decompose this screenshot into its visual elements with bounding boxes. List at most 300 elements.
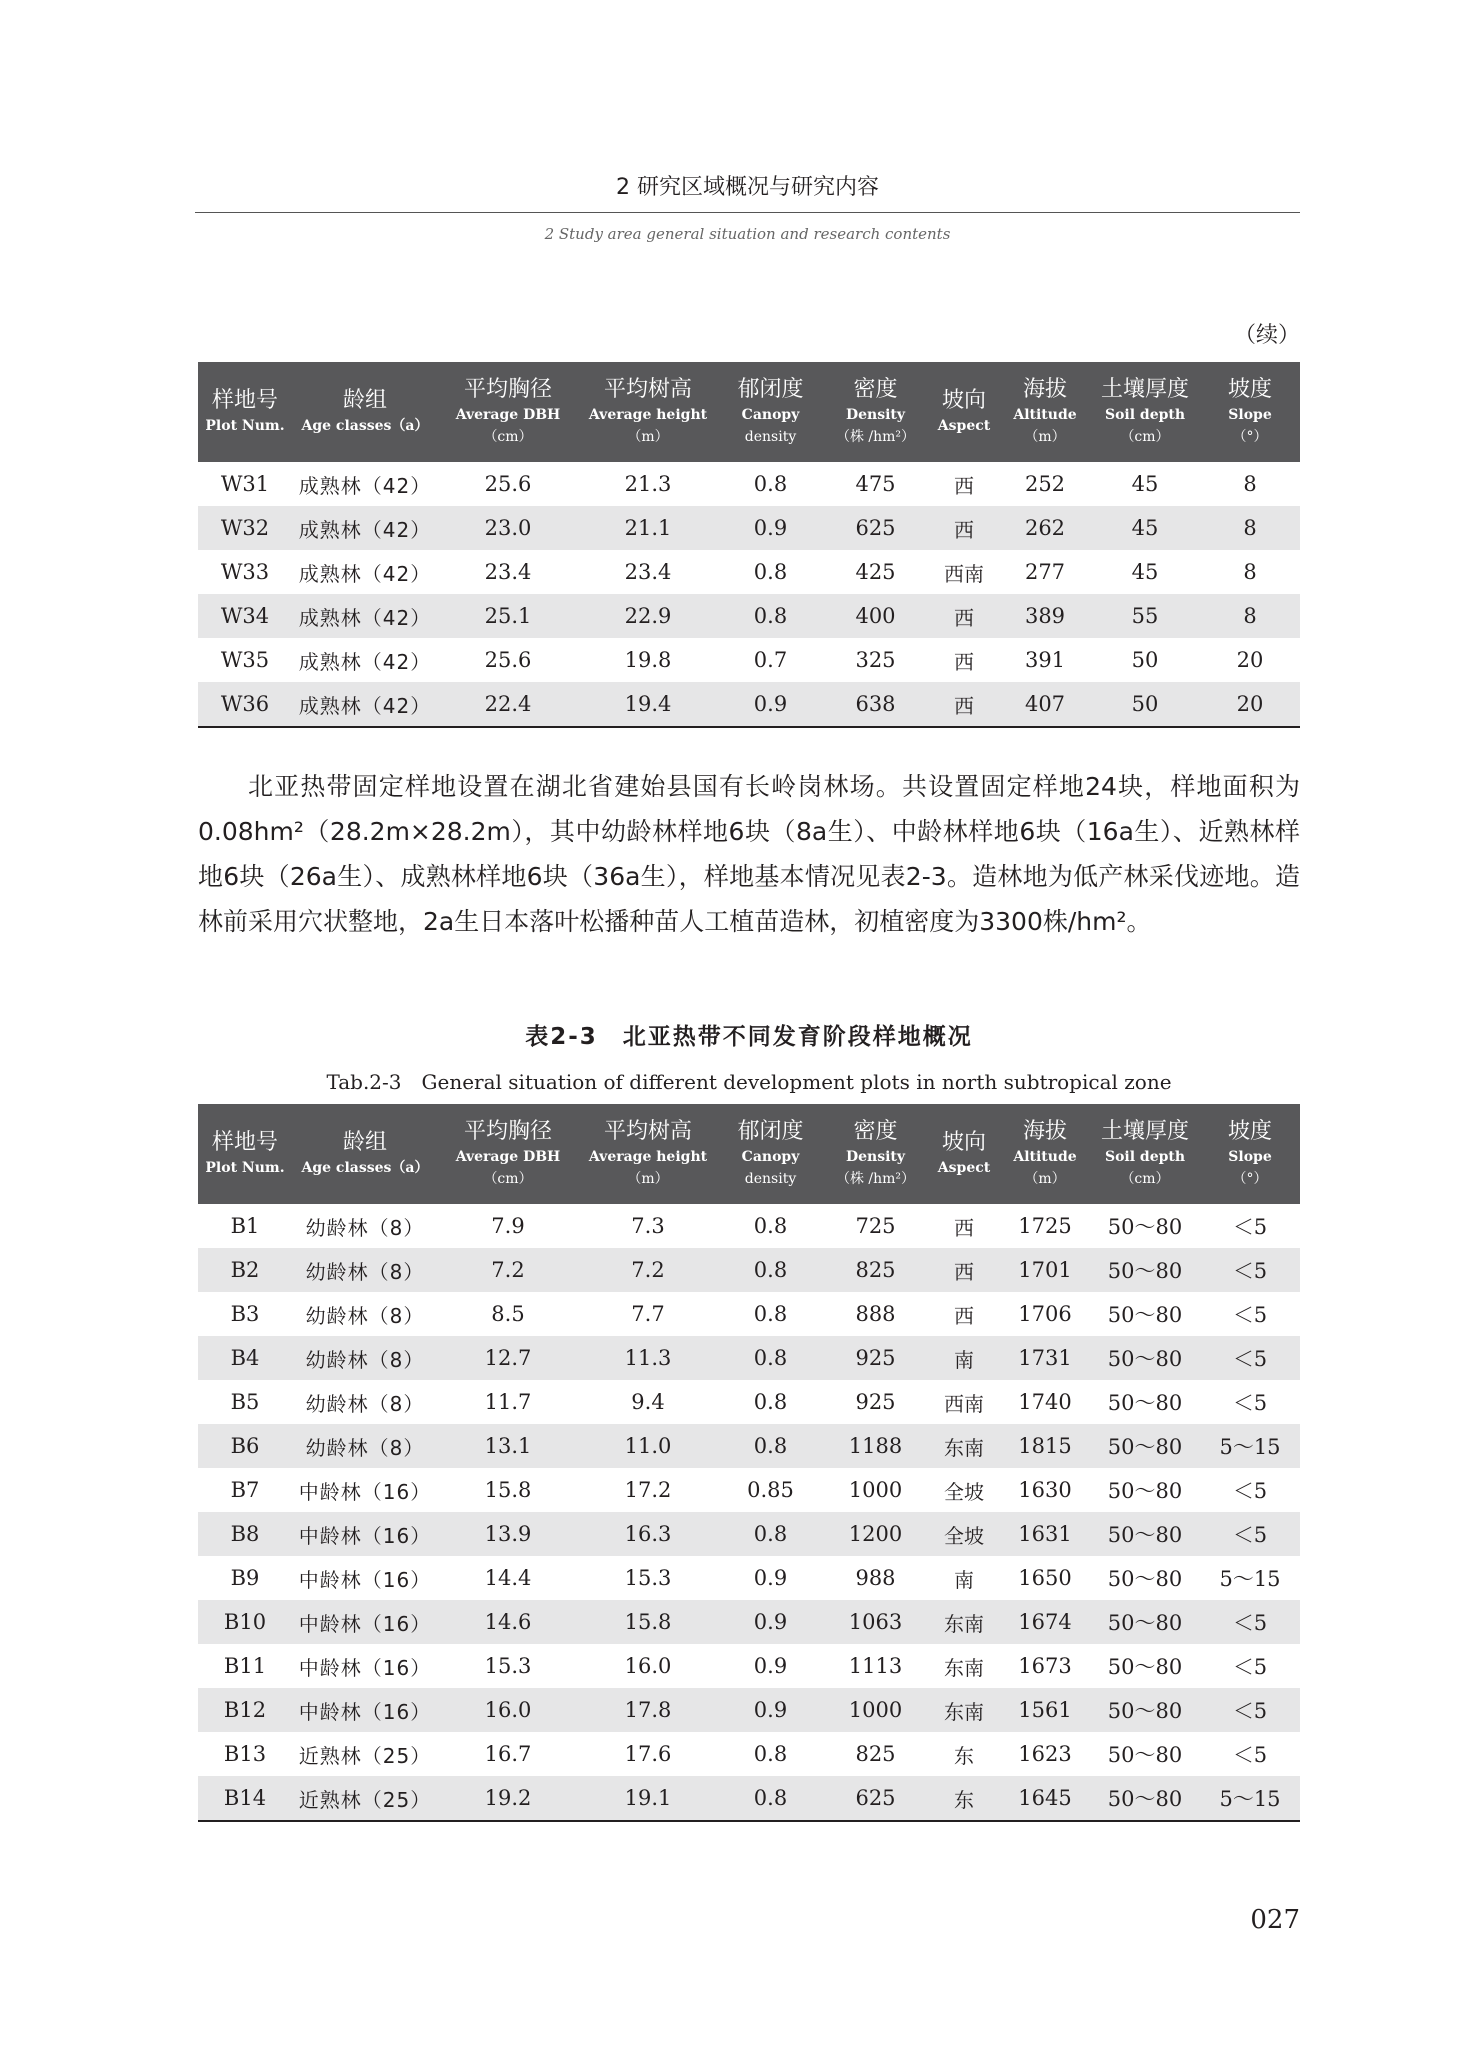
- table-cell: 50: [1131, 648, 1159, 672]
- table-cell: 1731: [1000, 1336, 1090, 1380]
- table-cell: 1000: [848, 1478, 903, 1502]
- table-cell: 0.8: [753, 560, 788, 584]
- table-cell: ＜5: [1232, 1303, 1268, 1327]
- table-row: [198, 1644, 1300, 1688]
- column-header-en: Soil depth: [1104, 1149, 1186, 1165]
- column-header: [438, 362, 578, 462]
- column-header-cn: 坡向: [941, 388, 986, 413]
- table-cell: 17.2: [624, 1478, 672, 1502]
- column-header-cn: 平均树高: [603, 377, 692, 402]
- table-cell: 中龄林（16）: [298, 1655, 432, 1680]
- table-cell: 1631: [1000, 1512, 1090, 1556]
- table-cell: 西南: [944, 1391, 984, 1416]
- table-cell: 45: [1131, 472, 1159, 496]
- column-header: [1000, 1104, 1090, 1204]
- table-body: [198, 462, 1300, 727]
- table-cell: 825: [855, 1742, 896, 1766]
- table-row: [198, 550, 1300, 594]
- table-cell: 0.7: [753, 648, 788, 672]
- table-cell: 50～80: [1090, 1424, 1200, 1468]
- column-header-en: Canopy: [741, 407, 800, 423]
- table-cell: 55: [1090, 594, 1200, 638]
- column-header-en: Plot Num.: [205, 418, 285, 434]
- table-cell: B10: [198, 1600, 292, 1644]
- table-cell: 1740: [1018, 1390, 1072, 1414]
- table-cell: W33: [220, 560, 270, 584]
- table-cell: 0.8: [718, 594, 823, 638]
- column-header-cn: 样地号: [211, 1130, 278, 1155]
- table-cell: 幼龄林（8）: [292, 1248, 438, 1292]
- table-cell: 南: [954, 1567, 974, 1592]
- table-cell: 东南: [928, 1424, 1000, 1468]
- table-cell: 1701: [1000, 1248, 1090, 1292]
- table-cell: ＜5: [1200, 1336, 1300, 1380]
- table-cell: 825: [823, 1248, 928, 1292]
- table-north-subtropical-plots: [198, 1104, 1300, 1822]
- table-cell: ＜5: [1232, 1743, 1268, 1767]
- table-cell: 0.9: [753, 1566, 788, 1590]
- table-row: [198, 1380, 1300, 1424]
- table-cell: 中龄林（16）: [292, 1512, 438, 1556]
- table-cell: 50～80: [1107, 1215, 1183, 1239]
- table-cell: ＜5: [1200, 1600, 1300, 1644]
- column-header-unit: （m）: [1024, 1171, 1066, 1187]
- column-header: [1090, 362, 1200, 462]
- table-cell: 20: [1236, 648, 1264, 672]
- table-cell: 988: [855, 1566, 896, 1590]
- table-cell: ＜5: [1200, 1688, 1300, 1732]
- table-cell: 西: [928, 682, 1000, 727]
- table-cell: 幼龄林（8）: [305, 1215, 425, 1240]
- table-row: [198, 638, 1300, 682]
- table-cell: 东南: [944, 1655, 984, 1680]
- table-cell: 50～80: [1107, 1655, 1183, 1679]
- column-header-unit: （cm）: [1120, 1171, 1170, 1187]
- table-cell: 成熟林（42）: [292, 506, 438, 550]
- paragraph-text: 北亚热带固定样地设置在湖北省建始县国有长岭岗林场。共设置固定样地24块，样地面积为0.08hm²（28.2m×28.2m），其中幼龄林样地6块（8a生）、中龄林样地6块（16a生）、近熟林样地6块（26a生）、成熟林样地6块（36a生），样地基本情况见表2-3。造林地为低产林采伐迹地。造林前采用穴状整地，2a生日本落叶松播种苗人工植苗造林，初植密度为3300株/hm²。: [198, 772, 1300, 936]
- table-cell: 1561: [1000, 1688, 1090, 1732]
- column-header: [823, 362, 928, 462]
- column-header-en: Plot Num.: [205, 1160, 285, 1176]
- column-header: [823, 1104, 928, 1204]
- column-header-en: Slope: [1228, 1149, 1272, 1165]
- table-cell: 475: [855, 472, 896, 496]
- table-cell: ＜5: [1232, 1479, 1268, 1503]
- table-cell: 成熟林（42）: [298, 473, 432, 498]
- table-cell: W34: [198, 594, 292, 638]
- table-cell: B9: [230, 1566, 260, 1590]
- table-cell: 25.1: [438, 594, 578, 638]
- table-cell: 16.3: [578, 1512, 718, 1556]
- header-chapter-title-en: 2 Study area general situation and research contents: [544, 225, 951, 243]
- table-cell: B14: [198, 1776, 292, 1821]
- table-row: [198, 682, 1300, 727]
- column-header: [1090, 1104, 1200, 1204]
- column-header-unit: （m）: [1024, 429, 1066, 445]
- table-cell: 7.3: [631, 1214, 665, 1238]
- table-cell: 1630: [1018, 1478, 1072, 1502]
- table-header-row: [198, 1104, 1300, 1204]
- table-row: [198, 1776, 1300, 1821]
- column-header-cn: 密度: [853, 377, 898, 402]
- table-cell: 中龄林（16）: [298, 1567, 432, 1592]
- table-cell: 0.9: [718, 506, 823, 550]
- table-cell: 0.9: [753, 1654, 788, 1678]
- column-header: [1200, 1104, 1300, 1204]
- table-cell: 0.8: [718, 1776, 823, 1821]
- table-cell: 50～80: [1107, 1391, 1183, 1415]
- table-cell: 1706: [1018, 1302, 1072, 1326]
- table-row: [198, 1512, 1300, 1556]
- table-cell: 8: [1200, 594, 1300, 638]
- column-header-cn: 平均胸径: [463, 1119, 552, 1144]
- table-cell: 50～80: [1090, 1512, 1200, 1556]
- table-cell: 0.8: [753, 472, 788, 496]
- table-cell: 1200: [823, 1512, 928, 1556]
- table-cell: B1: [230, 1214, 260, 1238]
- table-cell: 幼龄林（8）: [292, 1336, 438, 1380]
- table-row: [198, 1600, 1300, 1644]
- table-cell: 50～80: [1107, 1743, 1183, 1767]
- table-cell: B7: [230, 1478, 260, 1502]
- table-cell: 19.1: [578, 1776, 718, 1821]
- table-cell: ＜5: [1232, 1215, 1268, 1239]
- table-cell: B3: [230, 1302, 260, 1326]
- column-header-en: Density: [845, 1149, 906, 1165]
- column-header: [928, 362, 1000, 462]
- table-row: [198, 1468, 1300, 1512]
- header-rule: [195, 212, 1300, 213]
- column-header-en: Age classes（a）: [301, 418, 429, 434]
- table-cell: 西: [954, 1215, 974, 1240]
- table-cell: 45: [1131, 560, 1159, 584]
- column-header-en: Average DBH: [455, 407, 561, 423]
- column-header: [292, 362, 438, 462]
- table-cell: 1000: [823, 1688, 928, 1732]
- table-cell: 11.0: [578, 1424, 718, 1468]
- table-cell: 22.9: [578, 594, 718, 638]
- table-cell: 中龄林（16）: [298, 1479, 432, 1504]
- table-cell: 1673: [1018, 1654, 1072, 1678]
- table-cell: 925: [823, 1336, 928, 1380]
- table-cell: B13: [223, 1742, 267, 1766]
- body-paragraph: [198, 764, 1300, 944]
- table-cell: 262: [1000, 506, 1090, 550]
- table-cell: 1815: [1000, 1424, 1090, 1468]
- column-header-unit: （株 /hm²）: [835, 429, 916, 445]
- table-cell: 东南: [928, 1600, 1000, 1644]
- table-cell: 425: [855, 560, 896, 584]
- table-cell: 1623: [1018, 1742, 1072, 1766]
- column-header-cn: 郁闭度: [737, 1119, 804, 1144]
- table-cell: ＜5: [1232, 1391, 1268, 1415]
- column-header-cn: 土壤厚度: [1100, 1119, 1189, 1144]
- table-cell: 50～80: [1090, 1600, 1200, 1644]
- table-cell: 1113: [848, 1654, 903, 1678]
- table-cell: 7.9: [491, 1214, 525, 1238]
- table-cell: 1650: [1018, 1566, 1072, 1590]
- column-header-cn: 龄组: [342, 388, 387, 413]
- table-cell: 50: [1090, 682, 1200, 727]
- column-header-en: Age classes（a）: [301, 1160, 429, 1176]
- table-cell: 7.2: [438, 1248, 578, 1292]
- table-cell: 19.2: [438, 1776, 578, 1821]
- column-header: [1200, 362, 1300, 462]
- table-cell: 东: [954, 1743, 974, 1768]
- column-header: [718, 362, 823, 462]
- column-header-cn: 郁闭度: [737, 377, 804, 402]
- table-cell: 中龄林（16）: [292, 1688, 438, 1732]
- table-cell: 400: [823, 594, 928, 638]
- column-header-en: Average DBH: [455, 1149, 561, 1165]
- column-header-cn: 海拔: [1022, 377, 1067, 402]
- table-cell: 11.3: [578, 1336, 718, 1380]
- column-header-cn: 样地号: [211, 388, 278, 413]
- table-cell: 25.6: [484, 472, 532, 496]
- table-cell: 西: [928, 594, 1000, 638]
- table-row: [198, 1292, 1300, 1336]
- table-cell: 0.8: [718, 1248, 823, 1292]
- table-cell: B6: [198, 1424, 292, 1468]
- table-cell: 19.4: [578, 682, 718, 727]
- column-header-unit: （株 /hm²）: [835, 1171, 916, 1187]
- table-cell: 0.85: [747, 1478, 794, 1502]
- table-cell: B5: [230, 1390, 260, 1414]
- table-row: [198, 1336, 1300, 1380]
- table-cell: 9.4: [631, 1390, 665, 1414]
- table-cell: 西: [954, 649, 974, 674]
- table-cell: 0.9: [718, 1688, 823, 1732]
- table-cell: 50～80: [1090, 1248, 1200, 1292]
- table-cell: 625: [823, 506, 928, 550]
- table-cell: 50～80: [1090, 1776, 1200, 1821]
- table-row: [198, 1556, 1300, 1600]
- column-header-unit: （°）: [1232, 429, 1268, 445]
- table-cell: 252: [1024, 472, 1066, 496]
- table-cell: 5～15: [1200, 1776, 1300, 1821]
- column-header-unit: （m）: [627, 429, 669, 445]
- table-caption-cn: 表2-3 北亚热带不同发育阶段样地概况: [525, 1024, 973, 1050]
- column-header: [438, 1104, 578, 1204]
- table-cell: 近熟林（25）: [298, 1743, 432, 1768]
- table-cell: 8: [1243, 560, 1257, 584]
- table-cell: 7.2: [578, 1248, 718, 1292]
- table-row: [198, 1688, 1300, 1732]
- column-header-cn: 土壤厚度: [1100, 377, 1189, 402]
- table-cell: 13.1: [438, 1424, 578, 1468]
- table-cell: 14.4: [484, 1566, 532, 1590]
- table-cell: 19.8: [624, 648, 672, 672]
- table-cell: 0.8: [718, 1424, 823, 1468]
- continued-label: （续）: [1233, 323, 1300, 348]
- table-cell: 20: [1200, 682, 1300, 727]
- table-cell: 50～80: [1090, 1688, 1200, 1732]
- table-cell: 1063: [823, 1600, 928, 1644]
- column-header: [578, 362, 718, 462]
- table-cell: 13.9: [438, 1512, 578, 1556]
- column-header-unit: density: [744, 1171, 797, 1187]
- table-cell: B11: [223, 1654, 267, 1678]
- column-header: [718, 1104, 823, 1204]
- table-cell: 5～15: [1200, 1424, 1300, 1468]
- column-header-en: Average height: [588, 1149, 708, 1165]
- table-cell: 1645: [1000, 1776, 1090, 1821]
- column-header-cn: 海拔: [1022, 1119, 1067, 1144]
- table-cell: 50～80: [1107, 1567, 1183, 1591]
- table-cell: 391: [1024, 648, 1066, 672]
- table-cell: 幼龄林（8）: [305, 1391, 425, 1416]
- table-cell: 0.8: [753, 1390, 788, 1414]
- table-cell: 12.7: [438, 1336, 578, 1380]
- table-cell: 中龄林（16）: [292, 1600, 438, 1644]
- table-cell: 23.0: [438, 506, 578, 550]
- column-header-unit: （cm）: [483, 1171, 533, 1187]
- column-header-cn: 平均胸径: [463, 377, 552, 402]
- table-cell: 7.7: [631, 1302, 665, 1326]
- table-cell: W36: [198, 682, 292, 727]
- table-cell: 全坡: [928, 1512, 1000, 1556]
- page-number: 027: [1250, 1905, 1300, 1935]
- table-cell: W32: [198, 506, 292, 550]
- table-row: [198, 506, 1300, 550]
- table-cell: 725: [855, 1214, 896, 1238]
- column-header-unit: （cm）: [1120, 429, 1170, 445]
- column-header: [292, 1104, 438, 1204]
- table-cell: 0.8: [753, 1214, 788, 1238]
- table-cell: 8: [1243, 472, 1257, 496]
- column-header-en: Altitude: [1013, 407, 1077, 423]
- table-cell: B12: [198, 1688, 292, 1732]
- table-row: [198, 1424, 1300, 1468]
- table-cell: B4: [198, 1336, 292, 1380]
- table-cell: 0.8: [718, 1336, 823, 1380]
- table-cell: 23.4: [484, 560, 532, 584]
- table-header-row: [198, 362, 1300, 462]
- table-cell: 21.3: [624, 472, 672, 496]
- table-row: [198, 594, 1300, 638]
- running-header: [195, 172, 1300, 243]
- table-cell: 0.8: [718, 1512, 823, 1556]
- table-cell: 925: [855, 1390, 896, 1414]
- table-cell: 16.0: [438, 1688, 578, 1732]
- table-cell: 15.8: [484, 1478, 532, 1502]
- column-header-en: Soil depth: [1104, 407, 1186, 423]
- table-cell: 25.6: [484, 648, 532, 672]
- column-header-en: Density: [845, 407, 906, 423]
- table-plots-continued: [198, 362, 1300, 728]
- table-cell: 幼龄林（8）: [305, 1303, 425, 1328]
- table-cell: 16.0: [624, 1654, 672, 1678]
- table-cell: 西: [928, 1248, 1000, 1292]
- table-cell: 东: [928, 1776, 1000, 1821]
- column-header: [578, 1104, 718, 1204]
- table-cell: 23.4: [624, 560, 672, 584]
- table-cell: B8: [198, 1512, 292, 1556]
- column-header-en: Average height: [588, 407, 708, 423]
- column-header-cn: 坡度: [1227, 1119, 1272, 1144]
- table-cell: 幼龄林（8）: [292, 1424, 438, 1468]
- table-cell: 1725: [1018, 1214, 1072, 1238]
- column-header-cn: 坡度: [1227, 377, 1272, 402]
- table-cell: 14.6: [438, 1600, 578, 1644]
- table-cell: 南: [928, 1336, 1000, 1380]
- table-cell: 325: [855, 648, 896, 672]
- column-header: [928, 1104, 1000, 1204]
- column-header-unit: （m）: [627, 1171, 669, 1187]
- table-cell: 625: [823, 1776, 928, 1821]
- table-cell: 21.1: [578, 506, 718, 550]
- column-header: [198, 1104, 292, 1204]
- table-row: [198, 1732, 1300, 1776]
- table-cell: 22.4: [438, 682, 578, 727]
- column-header: [198, 362, 292, 462]
- column-header-unit: density: [744, 429, 797, 445]
- table-cell: 成熟林（42）: [298, 649, 432, 674]
- table-cell: ＜5: [1200, 1512, 1300, 1556]
- table-cell: 西南: [944, 561, 984, 586]
- table-cell: 407: [1000, 682, 1090, 727]
- table-cell: W31: [220, 472, 270, 496]
- table-cell: 成熟林（42）: [292, 682, 438, 727]
- table-row: [198, 1248, 1300, 1292]
- table-cell: 888: [855, 1302, 896, 1326]
- table-cell: 西: [954, 473, 974, 498]
- column-header-en: Aspect: [937, 418, 991, 434]
- table-cell: ＜5: [1200, 1248, 1300, 1292]
- table-body: [198, 1204, 1300, 1821]
- column-header-unit: （°）: [1232, 1171, 1268, 1187]
- table-cell: 0.9: [718, 1600, 823, 1644]
- column-header-cn: 坡向: [941, 1130, 986, 1155]
- table-cell: 45: [1090, 506, 1200, 550]
- table-cell: 0.9: [718, 682, 823, 727]
- table-cell: 成熟林（42）: [298, 561, 432, 586]
- column-header-en: Canopy: [741, 1149, 800, 1165]
- table-cell: W35: [220, 648, 270, 672]
- table-cell: 16.7: [484, 1742, 532, 1766]
- table-cell: 5～15: [1219, 1567, 1281, 1591]
- table-caption-en: Tab.2-3 General situation of different development plots in north subtropical zone: [326, 1070, 1172, 1094]
- table-cell: 17.6: [624, 1742, 672, 1766]
- table-cell: 50～80: [1090, 1336, 1200, 1380]
- table-row: [198, 1204, 1300, 1248]
- table-cell: 638: [823, 682, 928, 727]
- table-cell: 50～80: [1107, 1479, 1183, 1503]
- table-cell: 西: [928, 506, 1000, 550]
- table-cell: B2: [198, 1248, 292, 1292]
- column-header-cn: 密度: [853, 1119, 898, 1144]
- table-row: [198, 462, 1300, 506]
- table-cell: 389: [1000, 594, 1090, 638]
- column-header-cn: 龄组: [342, 1130, 387, 1155]
- column-header-cn: 平均树高: [603, 1119, 692, 1144]
- table-cell: 近熟林（25）: [292, 1776, 438, 1821]
- table-cell: 277: [1024, 560, 1066, 584]
- table-cell: 8: [1200, 506, 1300, 550]
- table-cell: 15.3: [624, 1566, 672, 1590]
- table-cell: 17.8: [578, 1688, 718, 1732]
- table-cell: 8.5: [491, 1302, 525, 1326]
- column-header-unit: （cm）: [483, 429, 533, 445]
- table-cell: 11.7: [484, 1390, 532, 1414]
- table-cell: 1188: [823, 1424, 928, 1468]
- header-chapter-title: 2 研究区域概况与研究内容: [616, 175, 879, 200]
- table-cell: 东南: [928, 1688, 1000, 1732]
- table-cell: 全坡: [944, 1479, 984, 1504]
- column-header-en: Altitude: [1013, 1149, 1077, 1165]
- table-cell: 15.3: [484, 1654, 532, 1678]
- table-cell: 1674: [1000, 1600, 1090, 1644]
